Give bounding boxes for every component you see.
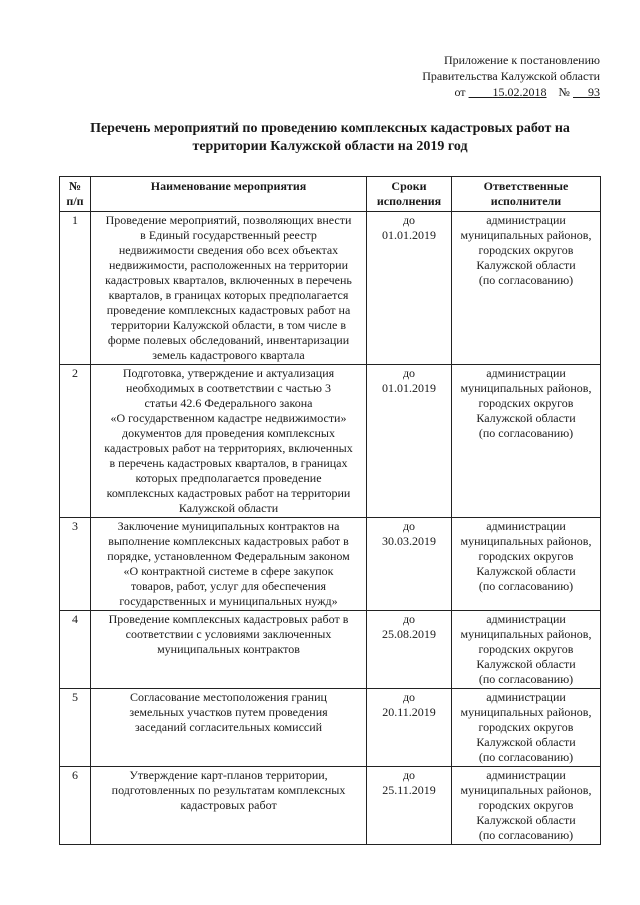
row-name: Проведение комплексных кадастровых работ в соответствии с условиями заключенных муниципальных контрактов <box>91 611 367 689</box>
row-name: Заключение муниципальных контрактов на выполнение комплексных кадастровых работ в порядке, установленном Федеральным законом «О контрактной системе в сфере закупок товаров, работ, услуг для обеспечения государственных и муниципальных нужд» <box>91 518 367 611</box>
table-header-row <box>60 177 601 212</box>
row-responsible: администрации муниципальных районов, городских округов Калужской области (по согласованию) <box>452 365 601 518</box>
row-name: Согласование местоположения границ земельных участков путем проведения заседаний согласительных комиссий <box>91 689 367 767</box>
row-deadline: до 20.11.2019 <box>367 689 452 767</box>
row-deadline: до 01.01.2019 <box>367 212 452 365</box>
table-row <box>60 611 601 689</box>
row-deadline: до 25.08.2019 <box>367 611 452 689</box>
header-responsible: Ответственные исполнители <box>452 177 601 212</box>
table-row <box>60 365 601 518</box>
decree-date <box>469 85 547 99</box>
row-deadline: до 01.01.2019 <box>367 365 452 518</box>
title-line-2: территории Калужской области на 2019 год <box>192 139 468 154</box>
table-row <box>60 767 601 845</box>
number-label: № <box>558 85 570 99</box>
appendix-line-2: Правительства Калужской области <box>422 69 600 83</box>
page-title <box>60 120 600 156</box>
row-name: Утверждение карт-планов территории, подготовленных по результатам комплексных кадастровых работ <box>91 767 367 845</box>
row-num: 1 <box>60 212 91 365</box>
row-deadline: до 25.11.2019 <box>367 767 452 845</box>
decree-number-value: 93 <box>588 85 600 99</box>
row-responsible: администрации муниципальных районов, городских округов Калужской области (по согласованию) <box>452 518 601 611</box>
measures-table <box>59 176 601 845</box>
row-num: 4 <box>60 611 91 689</box>
header-name: Наименование мероприятия <box>91 177 367 212</box>
date-prefix: от <box>454 85 466 99</box>
appendix-line-1: Приложение к постановлению <box>443 53 600 67</box>
row-deadline: до 30.03.2019 <box>367 518 452 611</box>
table-row <box>60 212 601 365</box>
appendix-date-line <box>380 84 600 100</box>
table-row <box>60 689 601 767</box>
row-responsible: администрации муниципальных районов, городских округов Калужской области (по согласованию) <box>452 689 601 767</box>
appendix-header <box>380 52 600 100</box>
row-num: 3 <box>60 518 91 611</box>
row-responsible: администрации муниципальных районов, городских округов Калужской области (по согласованию) <box>452 767 601 845</box>
row-responsible: администрации муниципальных районов, городских округов Калужской области (по согласованию) <box>452 212 601 365</box>
row-name: Проведение мероприятий, позволяющих внести в Единый государственный реестр недвижимости сведения обо всех объектах недвижимости, расположенных на территории кадастровых кварталов, включенных в перечень кварталов, в границах которых предполагается проведение комплексных кадастровых работ на территории Калужской области, в том числе в форме полевых обследований, инвентаризации земель кадастрового квартала <box>91 212 367 365</box>
header-num: № п/п <box>60 177 91 212</box>
row-name: Подготовка, утверждение и актуализация необходимых в соответствии с частью 3 статьи 42.6 Федерального закона «О государственном кадастре недвижимости» документов для проведения комплексных кадастровых работ на территориях, включенных в перечень кадастровых кварталов, в границах которых предполагается проведение комплексных кадастровых работ на территории Калужской области <box>91 365 367 518</box>
row-responsible: администрации муниципальных районов, городских округов Калужской области (по согласованию) <box>452 611 601 689</box>
decree-date-value: 15.02.2018 <box>492 85 547 99</box>
table-row <box>60 518 601 611</box>
row-num: 2 <box>60 365 91 518</box>
row-num: 5 <box>60 689 91 767</box>
row-num: 6 <box>60 767 91 845</box>
decree-number <box>573 85 600 99</box>
title-line-1: Перечень мероприятий по проведению комплексных кадастровых работ на <box>90 121 570 136</box>
header-deadline: Сроки исполнения <box>367 177 452 212</box>
